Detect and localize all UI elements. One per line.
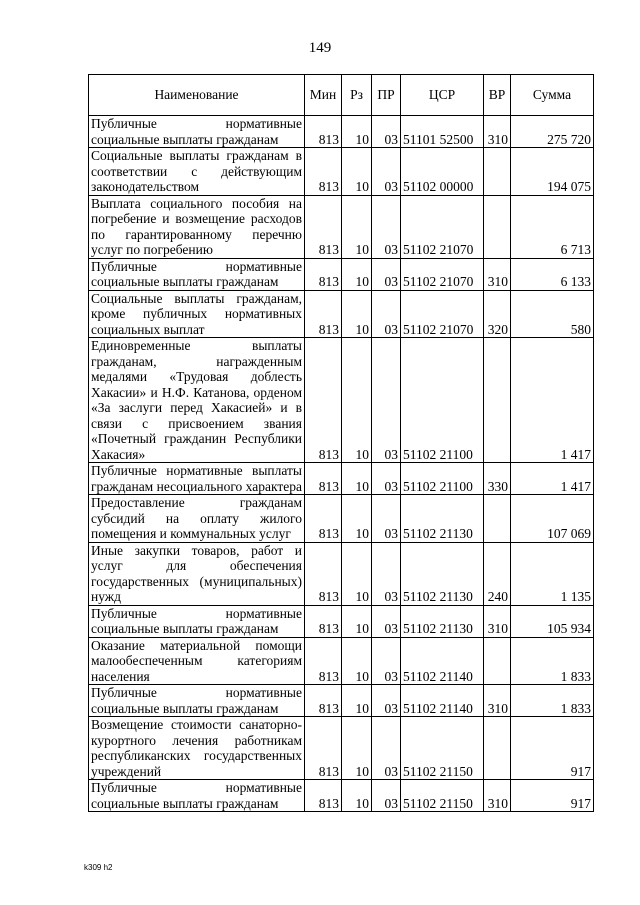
cell-sum: 105 934 bbox=[511, 605, 594, 637]
header-sum: Сумма bbox=[511, 75, 594, 116]
cell-sum: 917 bbox=[511, 717, 594, 780]
cell-sum: 275 720 bbox=[511, 116, 594, 148]
cell-sum: 917 bbox=[511, 780, 594, 812]
table-row bbox=[89, 637, 594, 685]
cell-name: Предоставление гражданам субсидий на оплату жилого помещения и коммунальных услуг bbox=[89, 495, 305, 543]
table-row bbox=[89, 542, 594, 605]
cell-min: 813 bbox=[305, 338, 342, 463]
cell-pr: 03 bbox=[372, 637, 401, 685]
cell-rz: 10 bbox=[342, 258, 372, 290]
cell-pr: 03 bbox=[372, 195, 401, 258]
cell-csr: 51102 21140 bbox=[401, 637, 484, 685]
cell-min: 813 bbox=[305, 605, 342, 637]
cell-name: Публичные нормативные социальные выплаты гражданам bbox=[89, 116, 305, 148]
table-row bbox=[89, 685, 594, 717]
cell-pr: 03 bbox=[372, 717, 401, 780]
cell-pr: 03 bbox=[372, 685, 401, 717]
cell-vr: 310 bbox=[484, 780, 511, 812]
cell-sum: 1 833 bbox=[511, 685, 594, 717]
table-body bbox=[89, 116, 594, 812]
cell-pr: 03 bbox=[372, 148, 401, 196]
cell-csr: 51102 21140 bbox=[401, 685, 484, 717]
cell-rz: 10 bbox=[342, 542, 372, 605]
cell-vr: 320 bbox=[484, 290, 511, 338]
table-row bbox=[89, 605, 594, 637]
cell-vr bbox=[484, 637, 511, 685]
cell-sum: 194 075 bbox=[511, 148, 594, 196]
cell-pr: 03 bbox=[372, 463, 401, 495]
cell-rz: 10 bbox=[342, 780, 372, 812]
table-row bbox=[89, 717, 594, 780]
cell-sum: 580 bbox=[511, 290, 594, 338]
cell-rz: 10 bbox=[342, 195, 372, 258]
table-row bbox=[89, 463, 594, 495]
cell-sum: 1 417 bbox=[511, 338, 594, 463]
cell-rz: 10 bbox=[342, 637, 372, 685]
cell-csr: 51102 21100 bbox=[401, 338, 484, 463]
cell-vr: 330 bbox=[484, 463, 511, 495]
cell-sum: 107 069 bbox=[511, 495, 594, 543]
header-rz: Рз bbox=[342, 75, 372, 116]
cell-vr: 310 bbox=[484, 685, 511, 717]
cell-vr: 310 bbox=[484, 605, 511, 637]
cell-csr: 51102 21070 bbox=[401, 290, 484, 338]
cell-sum: 1 833 bbox=[511, 637, 594, 685]
cell-vr bbox=[484, 495, 511, 543]
cell-name: Выплата социального пособия на погребение и возмещение расходов по гарантированному перечню услуг по погребению bbox=[89, 195, 305, 258]
cell-min: 813 bbox=[305, 195, 342, 258]
cell-name: Публичные нормативные социальные выплаты гражданам bbox=[89, 780, 305, 812]
cell-min: 813 bbox=[305, 258, 342, 290]
header-min: Мин bbox=[305, 75, 342, 116]
cell-name: Единовременные выплаты гражданам, награжденным медалями «Трудовая доблесть Хакасии» и Н.Ф. Катанова, орденом «За заслуги перед Хакасией» и в связи с присвоением звания «Почетный гражданин Республики Хакасия» bbox=[89, 338, 305, 463]
cell-min: 813 bbox=[305, 717, 342, 780]
cell-name: Иные закупки товаров, работ и услуг для обеспечения государственных (муниципальных) нужд bbox=[89, 542, 305, 605]
cell-name: Публичные нормативные социальные выплаты гражданам bbox=[89, 605, 305, 637]
footer-code: k309 h2 bbox=[84, 863, 113, 872]
cell-csr: 51102 21130 bbox=[401, 605, 484, 637]
cell-sum: 1 135 bbox=[511, 542, 594, 605]
cell-rz: 10 bbox=[342, 116, 372, 148]
header-name: Наименование bbox=[89, 75, 305, 116]
header-vr: ВР bbox=[484, 75, 511, 116]
cell-vr bbox=[484, 148, 511, 196]
cell-name: Оказание материальной помощи малообеспеченным категориям населения bbox=[89, 637, 305, 685]
cell-csr: 51102 00000 bbox=[401, 148, 484, 196]
header-csr: ЦСР bbox=[401, 75, 484, 116]
budget-table bbox=[88, 74, 594, 812]
table-row bbox=[89, 195, 594, 258]
cell-csr: 51102 21150 bbox=[401, 717, 484, 780]
cell-csr: 51101 52500 bbox=[401, 116, 484, 148]
cell-csr: 51102 21150 bbox=[401, 780, 484, 812]
page-number: 149 bbox=[308, 40, 332, 56]
cell-vr bbox=[484, 195, 511, 258]
cell-csr: 51102 21100 bbox=[401, 463, 484, 495]
cell-pr: 03 bbox=[372, 605, 401, 637]
cell-rz: 10 bbox=[342, 338, 372, 463]
cell-min: 813 bbox=[305, 148, 342, 196]
cell-rz: 10 bbox=[342, 685, 372, 717]
cell-csr: 51102 21130 bbox=[401, 495, 484, 543]
cell-min: 813 bbox=[305, 290, 342, 338]
cell-vr: 310 bbox=[484, 116, 511, 148]
cell-rz: 10 bbox=[342, 495, 372, 543]
cell-min: 813 bbox=[305, 780, 342, 812]
table-row bbox=[89, 258, 594, 290]
cell-sum: 1 417 bbox=[511, 463, 594, 495]
cell-pr: 03 bbox=[372, 542, 401, 605]
cell-vr: 240 bbox=[484, 542, 511, 605]
cell-rz: 10 bbox=[342, 717, 372, 780]
cell-pr: 03 bbox=[372, 780, 401, 812]
cell-min: 813 bbox=[305, 637, 342, 685]
cell-min: 813 bbox=[305, 542, 342, 605]
cell-name: Публичные нормативные социальные выплаты гражданам bbox=[89, 685, 305, 717]
cell-min: 813 bbox=[305, 463, 342, 495]
table-row bbox=[89, 148, 594, 196]
cell-sum: 6 133 bbox=[511, 258, 594, 290]
cell-csr: 51102 21130 bbox=[401, 542, 484, 605]
header-pr: ПР bbox=[372, 75, 401, 116]
table-header-row bbox=[89, 75, 594, 116]
cell-pr: 03 bbox=[372, 495, 401, 543]
cell-vr bbox=[484, 717, 511, 780]
table-row bbox=[89, 338, 594, 463]
cell-csr: 51102 21070 bbox=[401, 258, 484, 290]
table-row bbox=[89, 780, 594, 812]
cell-name: Возмещение стоимости санаторно-курортного лечения работникам республиканских государственных учреждений bbox=[89, 717, 305, 780]
table-row bbox=[89, 495, 594, 543]
cell-name: Социальные выплаты гражданам в соответствии с действующим законодательством bbox=[89, 148, 305, 196]
cell-name: Социальные выплаты гражданам, кроме публичных нормативных социальных выплат bbox=[89, 290, 305, 338]
cell-sum: 6 713 bbox=[511, 195, 594, 258]
cell-pr: 03 bbox=[372, 258, 401, 290]
cell-pr: 03 bbox=[372, 290, 401, 338]
cell-rz: 10 bbox=[342, 148, 372, 196]
cell-rz: 10 bbox=[342, 463, 372, 495]
cell-pr: 03 bbox=[372, 338, 401, 463]
cell-name: Публичные нормативные выплаты гражданам несоциального характера bbox=[89, 463, 305, 495]
margin-mark bbox=[631, 0, 636, 120]
cell-min: 813 bbox=[305, 685, 342, 717]
cell-vr: 310 bbox=[484, 258, 511, 290]
cell-min: 813 bbox=[305, 116, 342, 148]
cell-rz: 10 bbox=[342, 290, 372, 338]
cell-pr: 03 bbox=[372, 116, 401, 148]
table-row bbox=[89, 290, 594, 338]
cell-min: 813 bbox=[305, 495, 342, 543]
cell-vr bbox=[484, 338, 511, 463]
cell-rz: 10 bbox=[342, 605, 372, 637]
cell-csr: 51102 21070 bbox=[401, 195, 484, 258]
table-row bbox=[89, 116, 594, 148]
cell-name: Публичные нормативные социальные выплаты гражданам bbox=[89, 258, 305, 290]
